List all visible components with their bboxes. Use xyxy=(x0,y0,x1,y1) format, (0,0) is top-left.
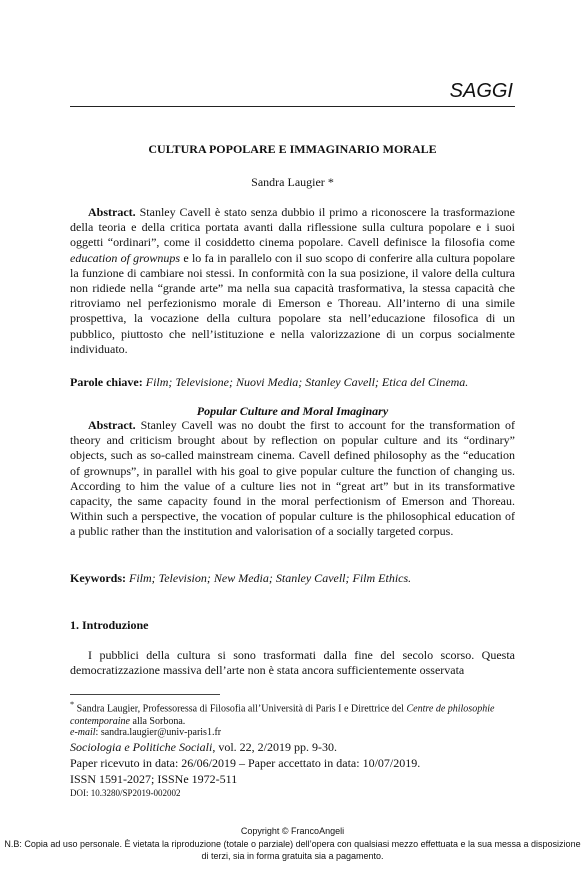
abstract-text-it-2: e lo fa in parallelo con il suo scopo di conferire alla cultura popolare la funzione di cambiare noi stessi. In conformità con la sua posizione, il valore della cultura non ridiede nella “grande arte” ma nella sua capacità trasformativa, la stessa capacità che ritroviamo nel perfezionismo morale di Emerson e Thoreau. All’interno di una simile prospettiva, la vocazione della cultura popolare sta nell’educazione filosofica di un pubblico, piuttosto che nell’istituzione e nella valorizzazione di un corpus socialmente individuato. xyxy=(70,250,515,356)
journal-details: , vol. 22, 2/2019 pp. 9-30. xyxy=(212,740,337,754)
footnote-centre: Centre de philosophie contemporaine xyxy=(70,703,495,728)
abstract-text-it-1: Stanley Cavell è stato senza dubbio il primo a riconoscere la trasformazione della teoria e della critica portata avanti dalla riflessione sulla cultura popolare e i suoi oggetti “ordinari”, come il cosiddetto cinema popolare. Cavell definisce la filosofia come xyxy=(70,205,515,250)
footnote-affiliation-text: Sandra Laugier, Professoressa di Filosofia all’Università di Paris I e Direttrice del xyxy=(74,703,407,715)
issn-line: ISSN 1591-2027; ISSNe 1972-511 xyxy=(70,772,238,786)
intro-paragraph: I pubblici della cultura si sono trasformati dalla fine del secolo scorso. Questa democratizzazione massiva dell’arte non è stata ancora sufficientemente osservata xyxy=(70,648,515,678)
footnote-rule xyxy=(70,694,220,695)
english-title: Popular Culture and Moral Imaginary xyxy=(196,404,389,418)
keywords-text-en: Film; Television; New Media; Stanley Cavell; Film Ethics. xyxy=(126,571,412,585)
author-name: Sandra Laugier xyxy=(251,175,325,189)
section-heading: 1. Introduzione xyxy=(70,618,149,632)
abstract-text-en: Stanley Cavell was no doubt the first to account for the transformation of theory and criticism brought about by reflection on popular culture and its “ordinary” objects, such as so-called mainstream cinema. Cavell defined philosophy as the “education of grownups”, in parallel with his goal to give popular culture the function of changing us. According to him the value of a culture lies not in “great art” but in its transformative capacity, the same capacity found in the moral perfectionism of Emerson and Thoreau. Within such a perspective, the vocation of popular culture is the philosophical education of a public rather than the institution and valorisation of a socially targeted corpus. xyxy=(70,418,515,539)
keywords-english xyxy=(70,571,540,586)
doi-line[interactable]: DOI: 10.3280/SP2019-002002 xyxy=(70,788,181,798)
section-label: SAGGI xyxy=(449,80,513,102)
article-title: CULTURA POPOLARE E IMMAGINARIO MORALE xyxy=(148,142,437,156)
copyright-line: Copyright © FrancoAngeli xyxy=(240,826,345,836)
abstract-label-en: Abstract. xyxy=(88,418,136,432)
footnote-affiliation-end: alla Sorbona. xyxy=(130,716,186,728)
abstract-english xyxy=(70,418,515,540)
received-dates: Paper ricevuto in data: 26/06/2019 – Paper accettato in data: 10/07/2019. xyxy=(70,756,421,770)
abstract-label-it: Abstract. xyxy=(88,205,136,219)
journal-name: Sociologia e Politiche Sociali xyxy=(70,740,213,754)
author-line xyxy=(0,175,585,190)
journal-citation xyxy=(70,740,337,754)
footnote-mark: * xyxy=(70,700,75,709)
header-rule xyxy=(70,106,515,107)
footnote-email xyxy=(70,726,520,739)
author-footnote-mark[interactable]: * xyxy=(327,175,334,189)
email-label: e-mail xyxy=(70,727,96,738)
abstract-italian xyxy=(70,205,515,357)
footnote-affiliation xyxy=(70,698,520,728)
keywords-label-it: Parole chiave: xyxy=(70,375,143,389)
keywords-text-it: Film; Televisione; Nuovi Media; Stanley Cavell; Etica del Cinema. xyxy=(142,375,469,389)
copyright-notice: N.B: Copia ad uso personale. È vietata la riproduzione (totale o parziale) dell’opera con qualsiasi mezzo effettuata e la sua messa a disposizione di terzi, sia in forma gratuita sia a pagamento. xyxy=(4,839,581,861)
keywords-label-en: Keywords: xyxy=(70,571,126,585)
keywords-italian xyxy=(70,375,540,390)
abstract-emphasis-it: education of grownups xyxy=(70,250,181,265)
email-address[interactable]: : sandra.laugier@univ-paris1.fr xyxy=(95,727,222,738)
